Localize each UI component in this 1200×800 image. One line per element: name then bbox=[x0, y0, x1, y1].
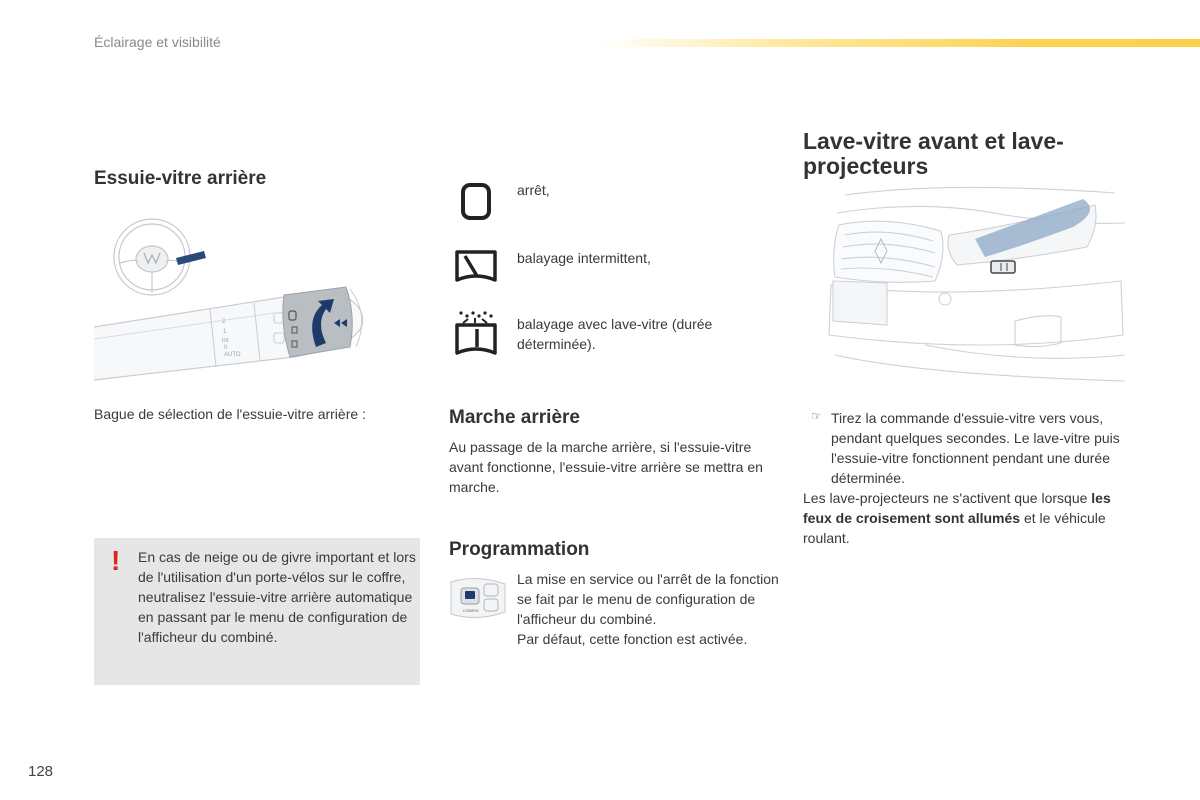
symbol-label-stop: arrêt, bbox=[517, 182, 550, 198]
steering-wheel-icon bbox=[114, 219, 190, 295]
programming-text-line1: La mise en service ou l'arrêt de la fonction se fait par le menu de configuration de l'afficheur du combiné. bbox=[517, 571, 779, 627]
note-text-bold: les feux de croisement sont allumés bbox=[803, 490, 1111, 526]
front-washer-instruction: Tirez la commande d'essuie-vitre vers vous, pendant quelques secondes. Le lave-vitre puis l'essuie-vitre fonctionnent pendant une durée déterminée. bbox=[831, 410, 1120, 486]
washer-nozzle-icon bbox=[991, 261, 1015, 273]
note-text-before: Les lave-projecteurs ne s'activent que lorsque bbox=[803, 490, 1092, 506]
stop-icon bbox=[459, 182, 495, 222]
reverse-heading: Marche arrière bbox=[449, 407, 580, 428]
warning-icon: ! bbox=[111, 545, 121, 576]
note-text-after: et le véhicule roulant. bbox=[803, 510, 1106, 546]
section-title: Éclairage et visibilité bbox=[94, 34, 221, 50]
header-accent-bar bbox=[600, 39, 1200, 47]
reverse-text: Au passage de la marche arrière, si l'essuie-vitre avant fonctionne, l'essuie-vitre arrière se mettra en marche. bbox=[449, 439, 763, 495]
symbol-label-wash: balayage avec lave-vitre (durée déterminée). bbox=[517, 316, 713, 352]
page-number: 128 bbox=[28, 763, 54, 780]
stalk-mark: 2 bbox=[222, 319, 226, 325]
symbol-label-intermittent: balayage intermittent, bbox=[517, 250, 651, 266]
warning-text: En cas de neige ou de givre important et lors de l'utilisation d'un porte-vélos sur le coffre, neutralisez l'essuie-vitre arrière automatique en passant par le menu de configuration de l'afficheur du combiné. bbox=[138, 549, 416, 645]
programming-heading: Programmation bbox=[449, 539, 590, 560]
selection-ring-caption: Bague de sélection de l'essuie-vitre arrière : bbox=[94, 406, 366, 422]
bullet-icon: ☞ bbox=[811, 409, 822, 423]
config-button-label: CONFIG bbox=[463, 608, 479, 613]
steering-wheel-controls-illustration bbox=[447, 574, 509, 624]
intermittent-wipe-icon bbox=[453, 248, 499, 284]
wash-wipe-icon bbox=[453, 310, 499, 358]
headlamp-washer-note bbox=[803, 488, 1133, 548]
programming-text bbox=[517, 569, 787, 649]
rear-wiper-heading: Essuie-vitre arrière bbox=[94, 168, 267, 189]
stalk-mark: AUTO bbox=[224, 352, 241, 358]
front-washer-heading: Lave-vitre avant et lave-projecteurs bbox=[803, 128, 1064, 179]
car-front-illustration bbox=[825, 185, 1130, 385]
programming-text-line2: Par défaut, cette fonction est activée. bbox=[517, 631, 748, 647]
stalk-mark: 0 bbox=[224, 345, 228, 351]
rear-wiper-stalk-illustration bbox=[94, 215, 394, 385]
stalk-tip-icon bbox=[176, 251, 206, 265]
stalk-mark: 1 bbox=[223, 329, 227, 335]
stalk-mark: int bbox=[222, 338, 229, 344]
